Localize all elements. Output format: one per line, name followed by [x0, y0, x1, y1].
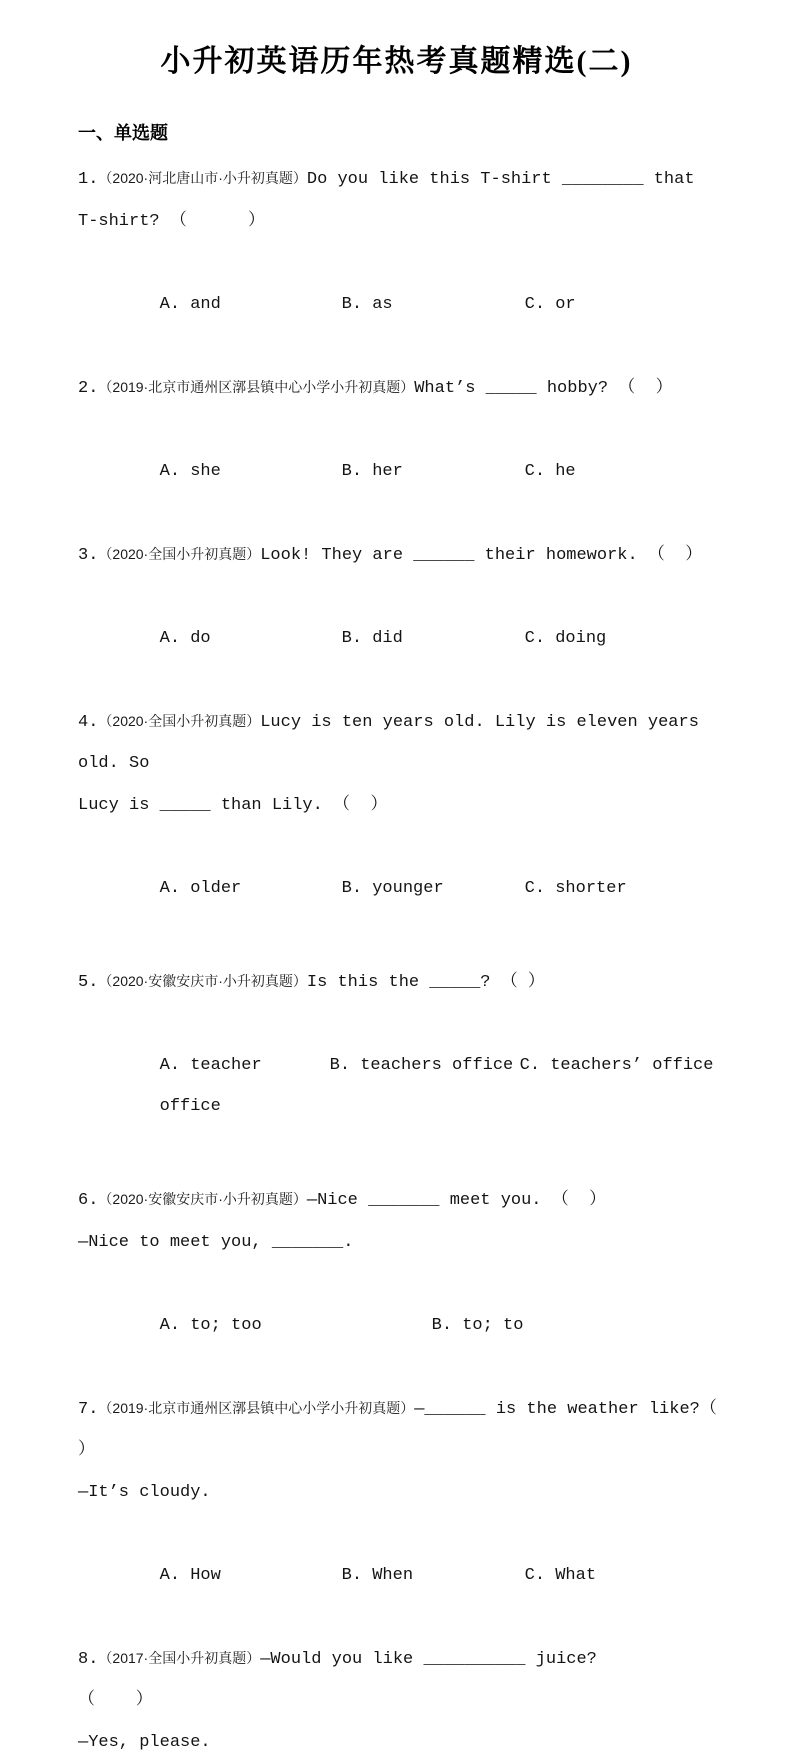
option-c: C. or: [525, 284, 576, 326]
option-b: B. younger: [342, 868, 525, 910]
question-number: 3.: [78, 546, 98, 565]
question-source: （2017·全国小升初真题）: [98, 1650, 260, 1666]
question-1: [78, 158, 733, 367]
question-3: [78, 534, 733, 701]
question-number: 7.: [78, 1400, 98, 1419]
question-6: [78, 1179, 733, 1388]
question-source: （2020·河北唐山市·小升初真题）: [98, 170, 306, 186]
question-source: （2020·安徽安庆市·小升初真题）: [98, 973, 306, 989]
question-8-reply: —Yes, please.: [78, 1722, 733, 1763]
question-4: [78, 701, 733, 951]
question-7: [78, 1388, 733, 1638]
question-8-answer-parens: （ ）: [78, 1680, 733, 1722]
question-source: （2019·北京市通州区漷县镇中心小学小升初真题）: [98, 1400, 414, 1416]
option-a: A. teacher office: [160, 1045, 330, 1128]
option-c: C. shorter: [525, 868, 627, 910]
question-list: [78, 158, 733, 1763]
option-b: B. did: [342, 618, 525, 660]
question-number: 6.: [78, 1191, 98, 1210]
question-source: （2019·北京市通州区漷县镇中心小学小升初真题）: [98, 379, 414, 395]
question-4-stem-continued: Lucy is _____ than Lily. （ ）: [78, 785, 733, 827]
option-c: C. doing: [525, 618, 607, 660]
option-a: A. How: [160, 1555, 342, 1597]
option-c: C. teachers’ office: [520, 1045, 714, 1087]
question-source: （2020·全国小升初真题）: [98, 713, 260, 729]
question-4-options: [78, 826, 733, 951]
question-1-stem-continued: T-shirt? （ ）: [78, 201, 733, 243]
question-number: 5.: [78, 973, 98, 992]
question-6-stem: [78, 1179, 733, 1222]
option-a: A. she: [160, 451, 342, 493]
question-4-stem: [78, 701, 733, 785]
question-number: 4.: [78, 713, 98, 732]
option-c: C. What: [525, 1555, 596, 1597]
question-2-options: [78, 409, 733, 534]
question-8-stem: [78, 1638, 733, 1681]
question-6-stem-continued: —Nice to meet you, _______.: [78, 1222, 733, 1264]
option-b: B. teachers office: [330, 1045, 520, 1087]
option-c: C. he: [525, 451, 576, 493]
question-6-options: [78, 1263, 733, 1388]
question-text: —Would you like __________ juice?: [260, 1650, 597, 1669]
question-text: Is this the _____? （ ）: [307, 973, 545, 992]
page-title: 小升初英语历年热考真题精选(二): [78, 42, 715, 82]
question-2: [78, 367, 733, 534]
question-text: Do you like this T-shirt ________ that: [307, 170, 695, 189]
question-5-options: [78, 1003, 733, 1169]
option-b: B. her: [342, 451, 525, 493]
question-5: [78, 961, 733, 1170]
question-8: [78, 1638, 733, 1763]
question-number: 2.: [78, 379, 98, 398]
question-text: What’s _____ hobby? （ ）: [414, 379, 672, 398]
question-2-stem: [78, 367, 733, 410]
question-source: （2020·安徽安庆市·小升初真题）: [98, 1191, 306, 1207]
question-3-options: [78, 576, 733, 701]
option-a: A. older: [160, 868, 342, 910]
option-b: B. as: [342, 284, 525, 326]
question-text: Look! They are ______ their homework. （ ）: [260, 546, 702, 565]
question-text: Lucy is ten years old. Lily is eleven years old. So: [78, 713, 709, 774]
question-7-options: [78, 1513, 733, 1638]
section-heading: 一、单选题: [78, 120, 733, 146]
option-b: B. When: [342, 1555, 525, 1597]
option-b: B. to; to: [432, 1305, 524, 1347]
question-7-stem: [78, 1388, 733, 1472]
question-1-stem: [78, 158, 733, 201]
question-source: （2020·全国小升初真题）: [98, 546, 260, 562]
question-number: 8.: [78, 1650, 98, 1669]
option-a: A. do: [160, 618, 342, 660]
question-text: —Nice _______ meet you. （ ）: [307, 1191, 606, 1210]
question-number: 1.: [78, 170, 98, 189]
question-7-stem-continued: —It’s cloudy.: [78, 1472, 733, 1514]
option-a: A. to; too: [160, 1305, 432, 1347]
question-3-stem: [78, 534, 733, 577]
question-text: —______ is the weather like?（ ）: [78, 1400, 737, 1461]
question-5-stem: [78, 961, 733, 1004]
option-a: A. and: [160, 284, 342, 326]
question-1-options: [78, 242, 733, 367]
